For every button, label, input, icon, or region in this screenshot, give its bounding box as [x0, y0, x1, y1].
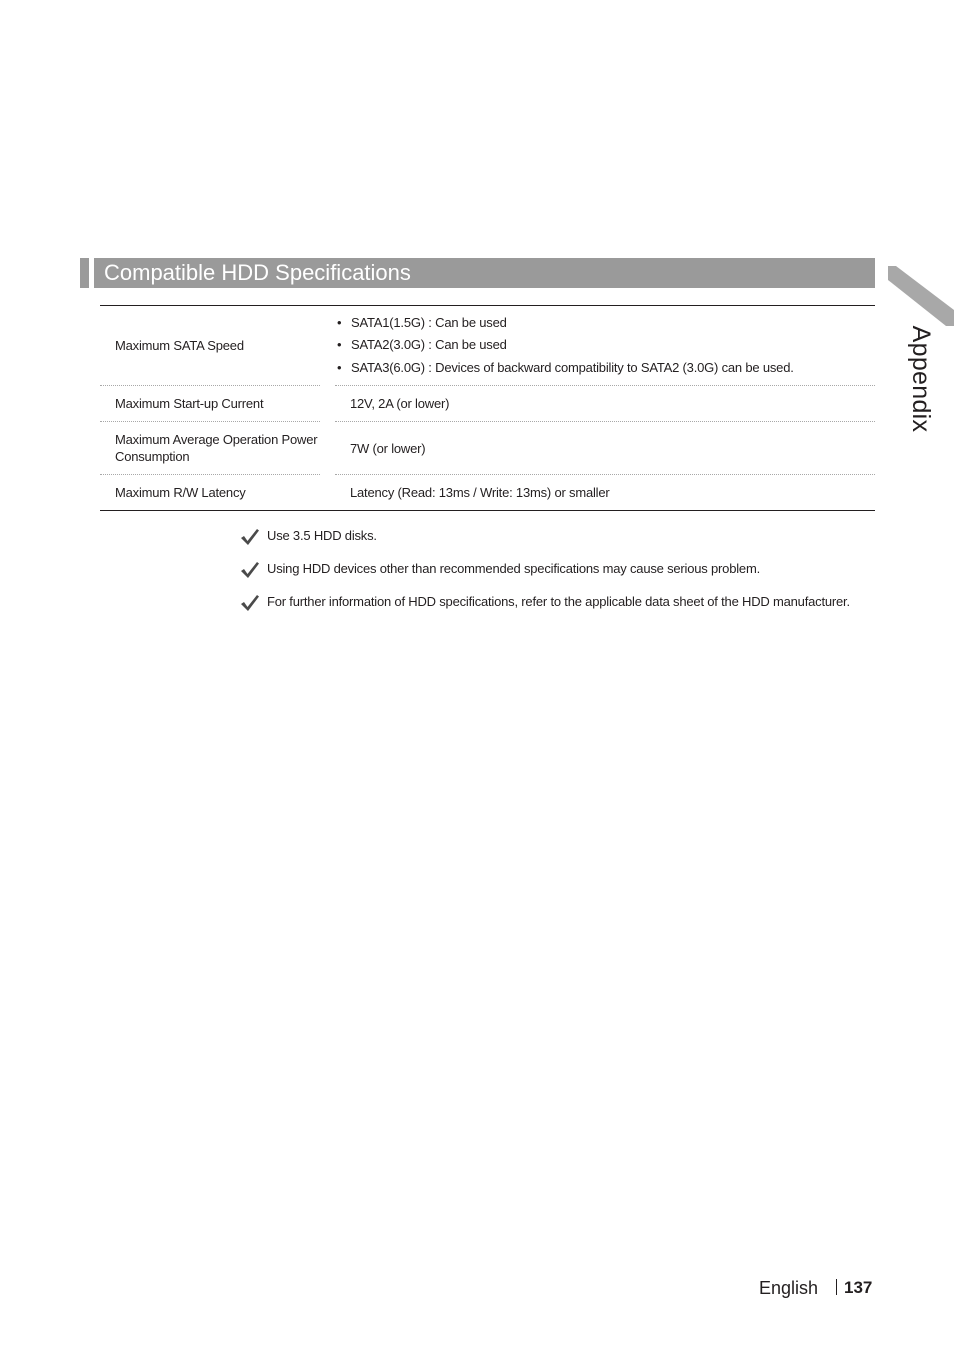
bullet-dot: •	[337, 337, 342, 353]
table-cell-gap	[320, 306, 335, 386]
footer-divider	[836, 1279, 837, 1295]
section-title: Compatible HDD Specifications	[104, 260, 411, 285]
sata3-text: SATA3(6.0G) : Devices of backward compatibility to SATA2 (3.0G) can be used.	[351, 359, 794, 375]
table-cell-gap	[320, 475, 335, 511]
table-cell-label	[100, 306, 320, 386]
notes-list	[240, 525, 860, 624]
side-tab-label	[883, 323, 954, 435]
table-cell-value	[335, 306, 875, 386]
note-item	[240, 558, 860, 591]
sata-speed-list	[335, 312, 875, 380]
table-row-startup-current	[100, 386, 875, 422]
power-consumption-value: 7W (or lower)	[350, 440, 426, 456]
sata1-text: SATA1(1.5G) : Can be used	[351, 314, 507, 330]
table-cell-gap	[320, 386, 335, 422]
hdd-spec-table	[100, 305, 875, 511]
note-text: Use 3.5 HDD disks.	[267, 528, 377, 543]
section-header	[80, 258, 875, 288]
table-cell-label	[100, 386, 320, 422]
bullet-dot: •	[337, 314, 342, 330]
table-row-sata-speed	[100, 306, 875, 386]
rw-latency-value: Latency (Read: 13ms / Write: 13ms) or smaller	[350, 485, 610, 500]
list-item	[335, 334, 875, 357]
note-item	[240, 591, 860, 624]
table-cell-value	[335, 475, 875, 511]
footer-language: English	[759, 1278, 819, 1298]
power-consumption-label	[100, 431, 320, 465]
check-mark-icon	[240, 560, 260, 580]
note-text: For further information of HDD specifications, refer to the applicable data sheet of the HDD manufacturer.	[267, 594, 850, 609]
table-cell-value	[335, 386, 875, 422]
check-mark-icon	[240, 593, 260, 613]
note-item	[240, 525, 860, 558]
startup-current-label: Maximum Start-up Current	[115, 396, 264, 411]
page-footer	[740, 1276, 876, 1300]
list-item	[335, 357, 875, 380]
power-label-line1: Maximum Average Operation Power	[115, 432, 318, 447]
table-cell-value	[335, 422, 875, 475]
bullet-dot: •	[337, 359, 342, 375]
side-tab-text: Appendix	[907, 325, 935, 433]
table-row-power-consumption	[100, 422, 875, 475]
sata2-text: SATA2(3.0G) : Can be used	[351, 337, 507, 353]
table-cell-label	[100, 422, 320, 475]
table-cell-gap	[320, 422, 335, 475]
page-number: 137	[844, 1278, 873, 1297]
sata-speed-label: Maximum SATA Speed	[115, 338, 244, 353]
list-item	[335, 312, 875, 335]
power-label-line2: Consumption	[115, 449, 190, 464]
table-cell-label	[100, 475, 320, 511]
side-tab-shape	[888, 266, 954, 326]
startup-current-value: 12V, 2A (or lower)	[350, 396, 450, 411]
table-row-rw-latency	[100, 475, 875, 511]
rw-latency-label: Maximum R/W Latency	[115, 485, 246, 500]
check-mark-icon	[240, 527, 260, 547]
section-header-accent	[80, 258, 89, 288]
note-text: Using HDD devices other than recommended specifications may cause serious problem.	[267, 561, 760, 576]
side-tab-polygon	[888, 266, 954, 326]
